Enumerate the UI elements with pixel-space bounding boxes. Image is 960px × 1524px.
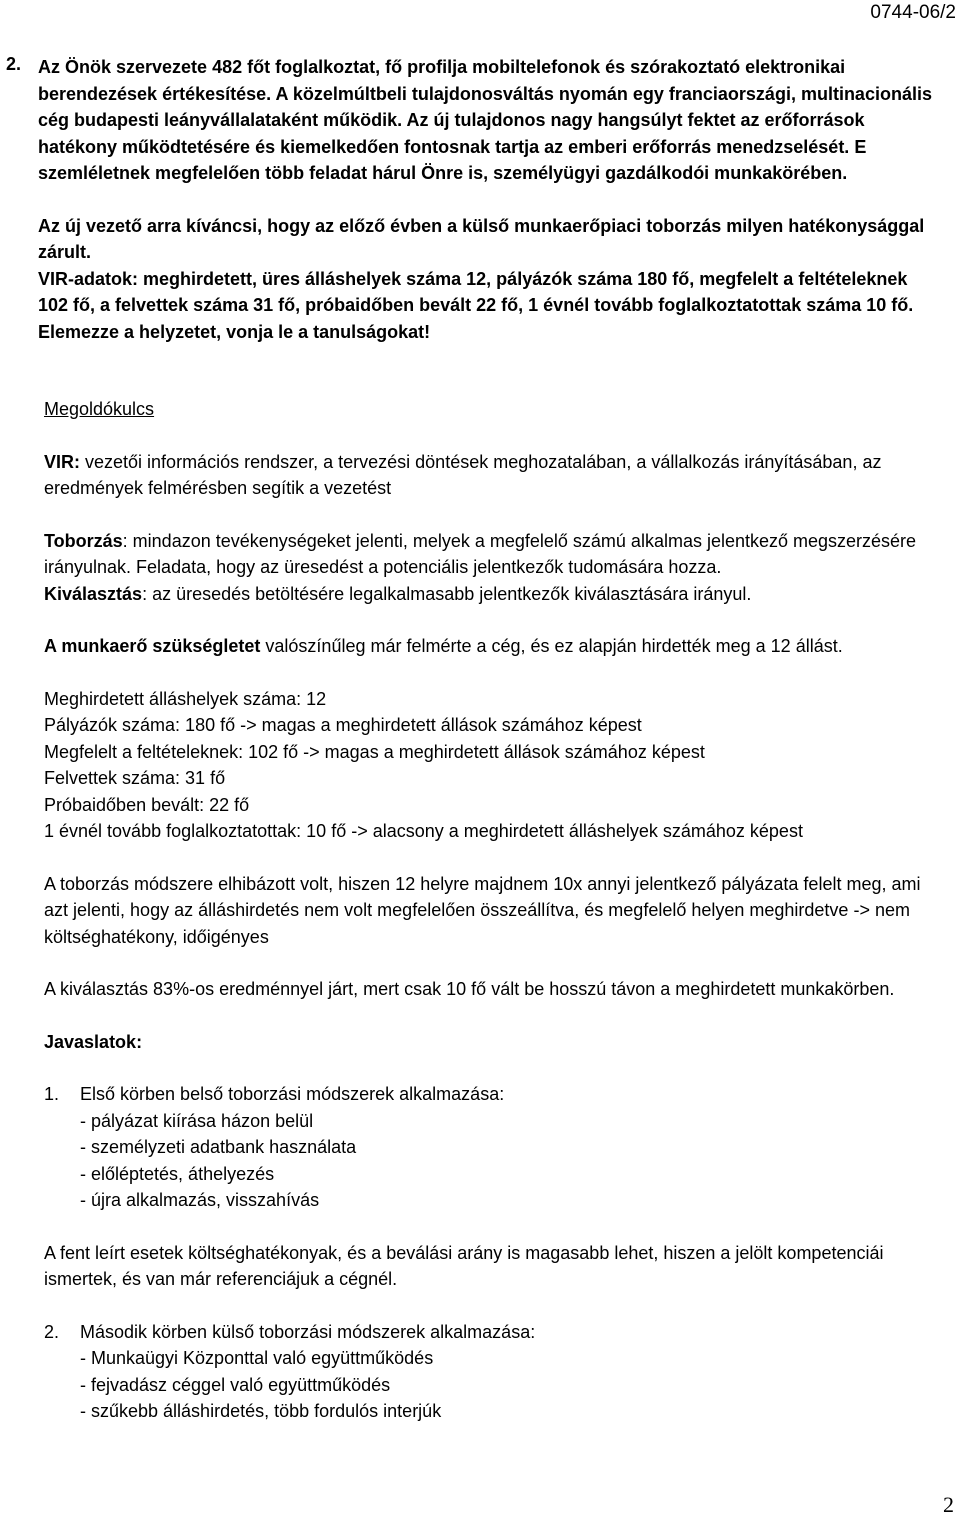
proposal-1-note: A fent leírt esetek költséghatékonyak, és a beválási arány is magasabb lehet, hiszen a jelölt kompetenciái ismertek, és van már referenciájuk a cégnél.	[44, 1242, 884, 1289]
munkaero-description: valószínűleg már felmérte a cég, és ez alapján hirdették meg a 12 állást.	[260, 636, 843, 656]
toborzas-description: : mindazon tevékenységeket jelenti, melyek a megfelelő számú alkalmas jelentkező megszerzésére irányulnak. Feladata, hogy az üresedést a potenciális jelentkezők tudomására hozza.	[44, 530, 917, 577]
proposal-2	[44, 1319, 944, 1346]
toborzas-term: Toborzás	[44, 530, 123, 551]
proposal-title: Első körben belső toborzási módszerek alkalmazása:	[80, 1084, 505, 1104]
kivalasztas-definition	[44, 581, 944, 608]
vir-term: VIR:	[44, 451, 80, 472]
proposal-item: - pályázat kiírása házon belül	[80, 1110, 314, 1131]
proposal-item: - személyzeti adatbank használata	[80, 1137, 357, 1157]
stat-line: 1 évnél tovább foglalkoztatottak: 10 fő -> alacsony a meghirdetett álláshelyek számához képest	[44, 821, 803, 841]
toborzas-definition	[44, 528, 944, 581]
question-text	[38, 54, 940, 345]
proposal-item: - újra alkalmazás, visszahívás	[80, 1190, 320, 1210]
document-code: 0744-06/2	[870, 2, 956, 23]
question-task: Az új vezető arra kíváncsi, hogy az előző évben a külső munkaerőpiaci toborzás milyen hatékonysággal zárult.	[38, 215, 925, 262]
proposal-item: - fejvadász céggel való együttműködés	[80, 1374, 391, 1395]
proposal-number: 2.	[44, 1321, 60, 1342]
solution-heading: Megoldókulcs	[44, 399, 155, 419]
vir-definition	[44, 449, 944, 502]
kivalasztas-description: : az üresedés betöltésére legalkalmasabb jelentkezők kiválasztására irányul.	[142, 583, 752, 604]
solution-section	[44, 396, 944, 1425]
stat-line: Megfelelt a feltételeknek: 102 fő -> magas a meghirdetett állások számához képest	[44, 741, 705, 762]
munkaero-term: A munkaerő szükségletet	[44, 636, 261, 656]
analysis-recruitment: A toborzás módszere elhibázott volt, hiszen 12 helyre majdnem 10x annyi jelentkező pályázata felelt meg, ami azt jelenti, hogy az álláshirdetés nem volt megfelelően összeállítva, és megfelelő helyen meghirdetve -> nem költséghatékony, időigényes	[44, 873, 921, 947]
question-vir-data: VIR-adatok: meghirdetett, üres álláshelyek száma 12, pályázók száma 180 fő, megfelelt a feltételeknek 102 fő, a felvettek száma 31 fő, próbaidőben bevált 22 fő, 1 évnél tovább foglalkoztatottak száma 10 fő. Elemezze a helyzetet, vonja le a tanulságokat!	[38, 268, 914, 342]
stat-line: Meghirdetett álláshelyek száma: 12	[44, 688, 327, 709]
question-paragraph-1	[38, 54, 940, 187]
munkaero-statement	[44, 633, 944, 660]
page-number: 2	[943, 1492, 954, 1517]
proposal-number: 1.	[44, 1084, 60, 1104]
proposals-heading: Javaslatok:	[44, 1031, 143, 1052]
proposal-item: - előléptetés, áthelyezés	[80, 1163, 275, 1184]
stat-line: Pályázók száma: 180 fő -> magas a meghirdetett állások számához képest	[44, 715, 642, 735]
question-scenario-role: E szemléletnek megfelelően több feladat hárul Önre is, személyügyi gazdálkodói munkakörében.	[38, 136, 867, 183]
proposal-item: - szűkebb álláshirdetés, több fordulós interjúk	[80, 1401, 442, 1421]
proposal-item: - Munkaügyi Központtal való együttműködés	[80, 1348, 434, 1368]
vir-description: vezetői információs rendszer, a tervezési döntések meghozatalában, a vállalkozás irányításában, az eredmények felmérésben segítik a vezetést	[44, 451, 882, 498]
proposal-1	[44, 1081, 944, 1108]
analysis-selection: A kiválasztás 83%-os eredménnyel járt, mert csak 10 fő vált be hosszú távon a meghirdetett munkakörben.	[44, 979, 895, 999]
stat-line: Próbaidőben bevált: 22 fő	[44, 794, 250, 815]
question-scenario: Az Önök szervezete 482 főt foglalkoztat, fő profilja mobiltelefonok és szórakoztató elektronikai berendezések értékesítése. A közelmúltbeli tulajdonosváltás nyomán egy franciaországi, multinacionális cég budapesti leányvállalataként működik. Az új tulajdonos nagy hangsúlyt fektet az erőforrások hatékony működtetésére és kiemelkedően fontosnak tartja az emberi erőforrás menedzselését.	[38, 57, 932, 157]
kivalasztas-term: Kiválasztás	[44, 583, 143, 604]
stat-line: Felvettek száma: 31 fő	[44, 768, 226, 788]
proposal-title: Második körben külső toborzási módszerek alkalmazása:	[80, 1321, 536, 1342]
question-number: 2.	[6, 54, 22, 74]
